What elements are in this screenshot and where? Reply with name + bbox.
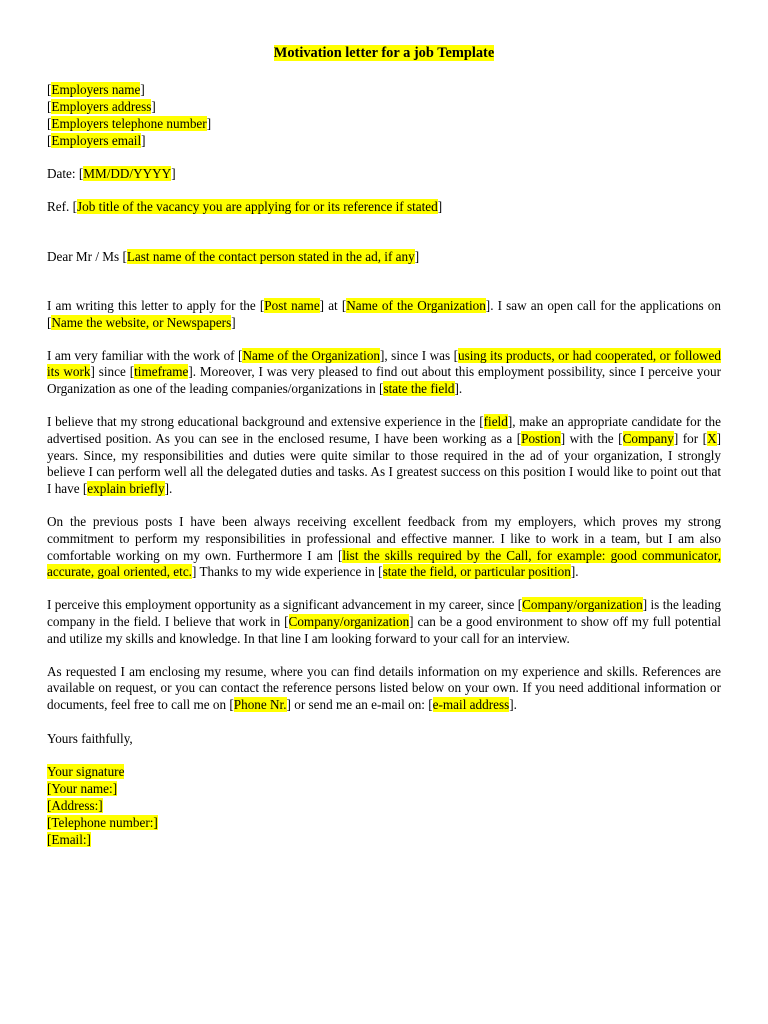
- document-title: Motivation letter for a job Template: [273, 45, 495, 61]
- paragraph-2: I am very familiar with the work of [Name of the Organization], since I was [using its products, or had cooperated, or followed its work] since [timeframe]. Moreover, I was very pleased to find out about this employment possibility, since I perceive your Organization as one of the leading companies/organizations in [state the field].: [47, 347, 722, 397]
- closing-line: Yours faithfully,: [47, 730, 133, 746]
- employer-name-line: [Employers name]: [47, 82, 145, 97]
- employer-block: [47, 81, 721, 149]
- signature-label: Your signature: [47, 763, 125, 779]
- paragraph-1: I am writing this letter to apply for the [Post name] at [Name of the Organization]. I saw an open call for the applications on [Name the website, or Newspapers]: [47, 298, 721, 330]
- signature-block: [47, 763, 721, 848]
- signature-email: [Email:]: [47, 831, 91, 847]
- employer-phone-placeholder: Employers telephone number: [51, 116, 207, 131]
- employer-email-line: [Employers email]: [47, 133, 146, 148]
- employer-name-placeholder: Employers name: [51, 82, 141, 97]
- reference-placeholder: Job title of the vacancy you are applying for or its reference if stated: [77, 199, 438, 214]
- signature-phone: [Telephone number:]: [47, 814, 158, 830]
- salutation-line: Dear Mr / Ms [Last name of the contact person stated in the ad, if any]: [47, 249, 420, 264]
- contact-name-placeholder: Last name of the contact person stated in the ad, if any: [126, 249, 415, 264]
- paragraph-5: I perceive this employment opportunity as a significant advancement in my career, since [Company/organization] is the leading company in the field. I believe that work in [Company/organization] can be a good environment to show off my full potential and utilize my skills and knowledge. In that line I am looking forward to your call for an interview.: [47, 597, 721, 646]
- date-line: Date: [MM/DD/YYYY]: [47, 166, 176, 181]
- reference-line: Ref. [Job title of the vacancy you are applying for or its reference if stated]: [47, 199, 443, 214]
- employer-address-line: [Employers address]: [47, 99, 156, 114]
- paragraph-6: As requested I am enclosing my resume, where you can find details information on my experience and skills. References are available on request, or you can contact the reference persons listed below on your own. If you need additional information or documents, feel free to call me on [Phone Nr.] or send me an e-mail on: [e-mail address].: [47, 663, 721, 713]
- paragraph-3: I believe that my strong educational background and extensive experience in the [field], make an appropriate candidate for the advertised position. As you can see in the enclosed resume, I have been working as a [Postion] with the [Company] for [X] years. Since, my responsibilities and duties were quite similar to those required in the ad of your organization, I strongly believe I can perform well all the delegated duties and tasks. As I greatest success on this position I would like to point out that I have [explain briefly].: [47, 413, 721, 497]
- signature-name: [Your name:]: [47, 780, 118, 796]
- letter-body: [47, 45, 721, 848]
- employer-email-placeholder: Employers email: [51, 133, 142, 148]
- date-placeholder: MM/DD/YYYY: [83, 166, 172, 181]
- signature-address: [Address:]: [47, 797, 103, 813]
- employer-address-placeholder: Employers address: [51, 99, 152, 114]
- paragraph-4: On the previous posts I have been always receiving excellent feedback from my employers, which proves my strong commitment to perform my responsibilities in professional and effective manner. I like to work in a team, but I am also comfortable working on my own. Furthermore I am [list the skills required by the Call, for example: good communicator, accurate, goal oriented, etc.] Thanks to my wide experience in [state the field, or particular position].: [47, 513, 721, 580]
- employer-phone-line: [Employers telephone number]: [47, 116, 212, 131]
